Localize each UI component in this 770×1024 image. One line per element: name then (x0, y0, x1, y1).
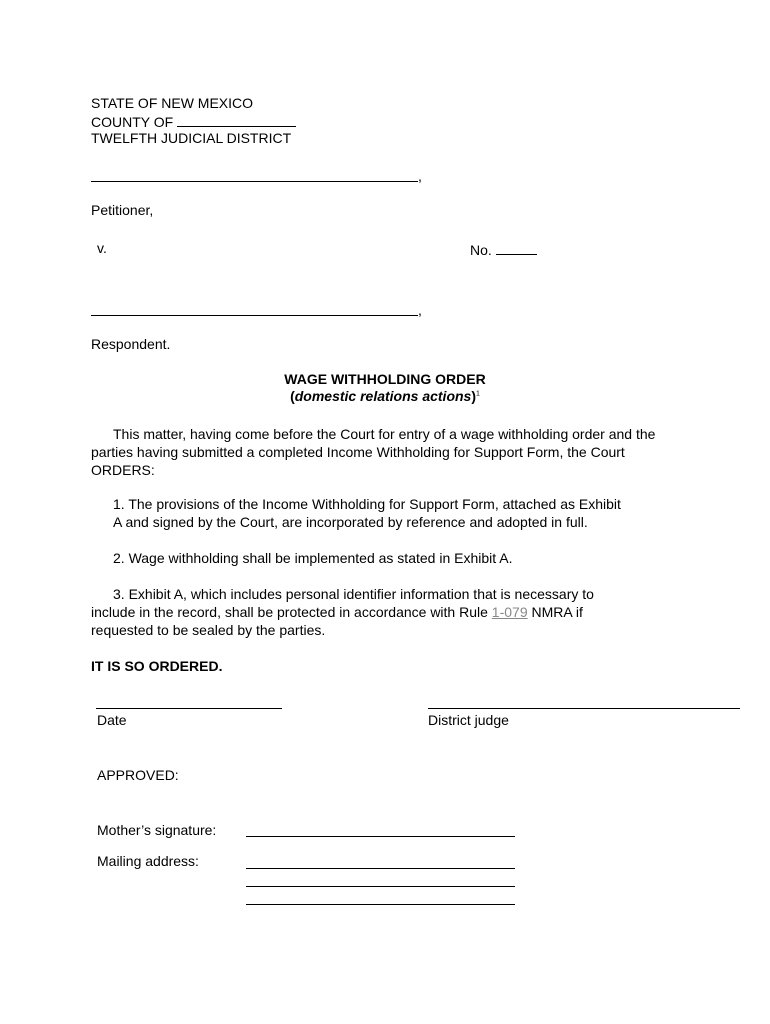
caption-district: TWELFTH JUDICIAL DISTRICT (91, 130, 292, 146)
rule-1-079-link[interactable]: 1-079 (491, 604, 528, 620)
footnote-marker: 1 (476, 390, 480, 398)
order-item-3-line-3: requested to be sealed by the parties. (91, 622, 326, 638)
case-number-label: No. (470, 242, 492, 258)
subtitle-open-paren: ( (290, 388, 295, 404)
so-ordered-text: IT IS SO ORDERED. (91, 658, 223, 674)
respondent-name-line (91, 315, 418, 316)
case-number-blank-line (496, 240, 537, 255)
date-label: Date (97, 712, 127, 728)
mailing-address-line-3 (246, 904, 515, 905)
intro-paragraph: This matter, having come before the Court for entry of a wage withholding order and the parties having submitted a completed Income Withholding for Support Form, the Court ORDERS: (91, 426, 656, 478)
mailing-address-line-2 (246, 886, 515, 887)
versus-label: v. (97, 240, 107, 256)
respondent-comma: , (418, 302, 422, 318)
respondent-label: Respondent. (91, 336, 171, 352)
document-subtitle (0, 388, 770, 404)
petitioner-name-line (91, 181, 418, 182)
judge-signature-line (428, 708, 740, 709)
approved-label: APPROVED: (97, 767, 179, 783)
mailing-address-label: Mailing address: (97, 853, 199, 869)
document-title: WAGE WITHHOLDING ORDER (284, 371, 486, 387)
item-3-text-post: NMRA if (527, 604, 583, 620)
order-item-3-line-1: 3. Exhibit A, which includes personal identifier information that is necessary to (113, 586, 594, 602)
order-item-2: 2. Wage withholding shall be implemented as stated in Exhibit A. (113, 550, 513, 566)
caption-state: STATE OF NEW MEXICO (91, 95, 254, 111)
item-3-text-pre: include in the record, shall be protected in accordance with Rule (91, 604, 492, 620)
district-judge-label: District judge (428, 712, 509, 728)
mailing-address-line-1 (246, 868, 515, 869)
subtitle-text: domestic relations actions (294, 388, 472, 404)
order-item-1-line-1: 1. The provisions of the Income Withholding for Support Form, attached as Exhibit (113, 496, 621, 512)
order-item-3-line-2 (91, 604, 583, 620)
case-number-row (470, 240, 537, 258)
caption-county-row (91, 112, 296, 130)
county-blank-line (177, 112, 296, 127)
subtitle-close-paren: ) (471, 388, 477, 404)
petitioner-label: Petitioner, (91, 202, 154, 218)
mother-signature-label: Mother’s signature: (97, 822, 217, 838)
order-item-1-line-2: A and signed by the Court, are incorporated by reference and adopted in full. (113, 514, 588, 530)
petitioner-comma: , (418, 168, 422, 184)
date-signature-line (96, 708, 282, 709)
mother-signature-line (246, 836, 515, 837)
caption-county: COUNTY OF (91, 114, 174, 130)
